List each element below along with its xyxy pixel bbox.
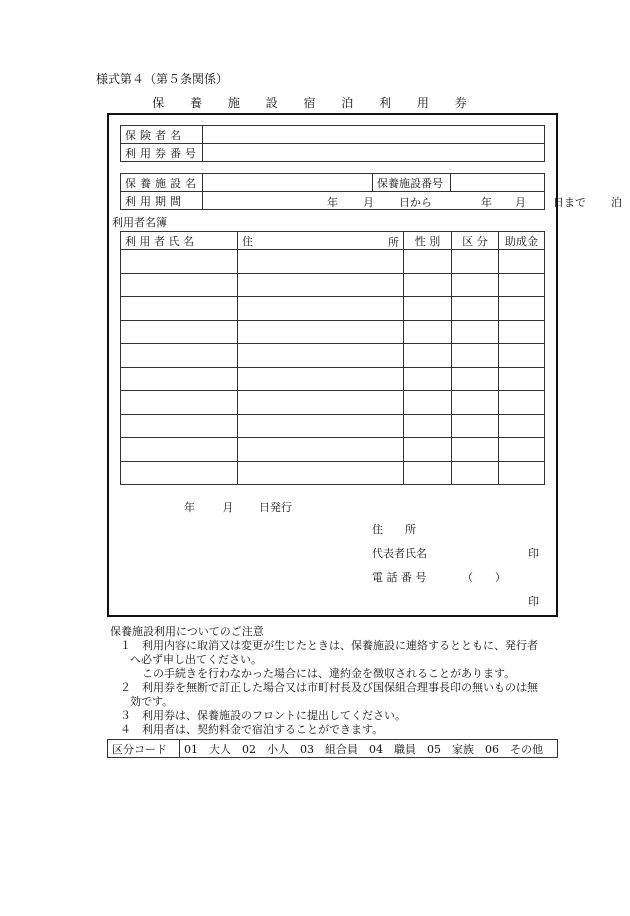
roster-cell[interactable]	[238, 414, 404, 438]
category-codes-table	[107, 739, 558, 758]
period-to-year: 年	[481, 196, 492, 209]
roster-cell[interactable]	[452, 461, 499, 485]
table-row	[121, 391, 545, 415]
col-category-header: 区 分	[452, 232, 499, 250]
roster-cell[interactable]	[452, 391, 499, 415]
table-row	[121, 297, 545, 321]
table-row	[121, 273, 545, 297]
roster-cell[interactable]	[121, 273, 238, 297]
ticket-number-label: 利用券番号	[121, 144, 203, 162]
period-from-day: 日から	[399, 196, 432, 209]
roster-cell[interactable]	[404, 273, 452, 297]
roster-cell[interactable]	[238, 320, 404, 344]
seal-mark: 印	[528, 547, 539, 560]
rep-address-label: 住 所	[372, 523, 416, 536]
note-3: ３ 利用券は、保養施設のフロントに提出してください。	[120, 709, 406, 722]
table-row	[121, 367, 545, 391]
roster-cell[interactable]	[404, 297, 452, 321]
roster-cell[interactable]	[452, 250, 499, 274]
roster-cell[interactable]	[499, 438, 545, 462]
issue-day-suffix: 日発行	[259, 501, 292, 514]
roster-cell[interactable]	[238, 391, 404, 415]
issue-month: 月	[222, 501, 234, 514]
roster-cell[interactable]	[121, 438, 238, 462]
table-row	[121, 320, 545, 344]
note-1b: へ必ず申し出てください。	[130, 653, 262, 666]
col-subsidy-header: 助成金	[499, 232, 545, 250]
note-1c: この手続きを行わなかった場合には、違約金を徴収されることがあります。	[142, 667, 516, 680]
col-address-left: 住	[242, 234, 253, 248]
facility-number-field[interactable]	[451, 174, 545, 192]
rep-name-label: 代表者氏名	[372, 547, 427, 560]
roster-cell[interactable]	[499, 461, 545, 485]
roster-cell[interactable]	[499, 297, 545, 321]
table-row	[121, 438, 545, 462]
roster-cell[interactable]	[452, 414, 499, 438]
notes-heading: 保養施設利用についてのご注意	[110, 625, 264, 638]
period-from-month: 月	[363, 196, 374, 209]
note-2a: ２ 利用券を無断で訂正した場合又は市町村長及び国保組合理事長印の無いものは無	[120, 681, 538, 694]
table-row	[121, 461, 545, 485]
period-field[interactable]	[203, 192, 622, 210]
roster-cell[interactable]	[404, 250, 452, 274]
period-to-day: 日まで	[553, 196, 586, 209]
roster-cell[interactable]	[121, 367, 238, 391]
note-4: ４ 利用者は、契約料金で宿泊することができます。	[120, 723, 384, 736]
roster-cell[interactable]	[238, 250, 404, 274]
period-to-month: 月	[515, 196, 526, 209]
col-address-right: 所	[388, 236, 399, 249]
roster-cell[interactable]	[404, 461, 452, 485]
codes-label: 区分コード	[108, 740, 180, 758]
issue-year: 年	[184, 501, 195, 514]
seal-mark-2: 印	[528, 595, 539, 608]
roster-cell[interactable]	[238, 273, 404, 297]
header-table	[120, 125, 545, 162]
roster-cell[interactable]	[404, 367, 452, 391]
notes	[110, 625, 580, 737]
roster-cell[interactable]	[238, 367, 404, 391]
period-from-year: 年	[327, 196, 338, 209]
roster-cell[interactable]	[238, 344, 404, 368]
roster-table	[120, 231, 545, 485]
roster-cell[interactable]	[499, 414, 545, 438]
period-label: 利用期間	[121, 192, 203, 210]
table-row	[121, 414, 545, 438]
roster-cell[interactable]	[121, 297, 238, 321]
roster-cell[interactable]	[121, 320, 238, 344]
roster-cell[interactable]	[121, 391, 238, 415]
roster-cell[interactable]	[121, 461, 238, 485]
codes-values: 01 大人 02 小人 03 組合員 04 職員 05 家族 06 その他	[180, 740, 558, 758]
page-title: 保 養 施 設 宿 泊 利 用 券	[152, 96, 478, 110]
form-number: 様式第４（第５条関係）	[96, 72, 229, 86]
table-row	[121, 250, 545, 274]
facility-name-label: 保養施設名	[121, 174, 203, 192]
issue-date	[184, 499, 292, 515]
roster-cell[interactable]	[404, 344, 452, 368]
roster-cell[interactable]	[404, 320, 452, 344]
roster-cell[interactable]	[238, 438, 404, 462]
roster-cell[interactable]	[452, 320, 499, 344]
roster-cell[interactable]	[404, 391, 452, 415]
facility-name-field[interactable]	[203, 174, 373, 192]
note-2b: 効です。	[130, 695, 174, 708]
insurer-label: 保険者名	[121, 126, 203, 144]
roster-cell[interactable]	[499, 250, 545, 274]
facility-number-label: 保養施設番号	[373, 174, 451, 192]
rep-phone-paren: （ ）	[462, 571, 506, 584]
roster-cell[interactable]	[499, 344, 545, 368]
roster-cell[interactable]	[121, 250, 238, 274]
roster-label: 利用者名簿	[112, 216, 167, 229]
roster-cell[interactable]	[452, 344, 499, 368]
roster-cell[interactable]	[452, 273, 499, 297]
table-row	[121, 344, 545, 368]
roster-cell[interactable]	[121, 344, 238, 368]
col-name-header: 利 用 者 氏 名	[121, 232, 238, 250]
roster-cell[interactable]	[238, 297, 404, 321]
roster-cell[interactable]	[499, 320, 545, 344]
rep-phone-label: 電 話 番 号	[372, 571, 427, 584]
insurer-field[interactable]	[203, 126, 545, 144]
roster-cell[interactable]	[452, 367, 499, 391]
roster-cell[interactable]	[499, 391, 545, 415]
ticket-number-field[interactable]	[203, 144, 545, 162]
col-sex-header: 性 別	[404, 232, 452, 250]
period-nights: 泊	[611, 196, 622, 209]
roster-cell[interactable]	[238, 461, 404, 485]
roster-cell[interactable]	[121, 414, 238, 438]
roster-cell[interactable]	[499, 367, 545, 391]
facility-table	[120, 173, 622, 210]
roster-cell[interactable]	[404, 414, 452, 438]
roster-cell[interactable]	[499, 273, 545, 297]
roster-cell[interactable]	[452, 438, 499, 462]
roster-cell[interactable]	[404, 438, 452, 462]
col-address-header	[238, 232, 404, 250]
note-1a: １ 利用内容に取消又は変更が生じたときは、保養施設に連絡するとともに、発行者	[120, 639, 538, 652]
roster-cell[interactable]	[452, 297, 499, 321]
